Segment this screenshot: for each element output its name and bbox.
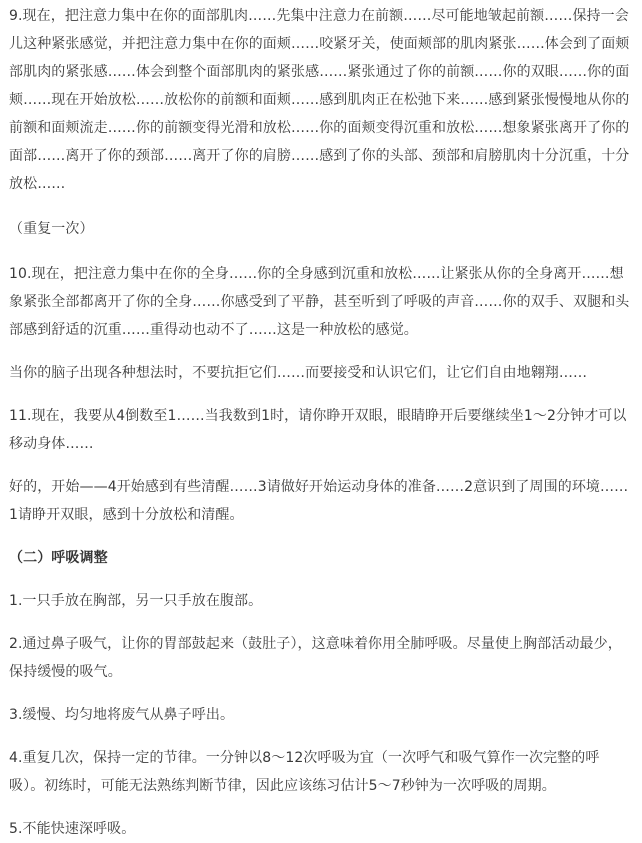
step-9-paragraph: 9.现在，把注意力集中在你的面部肌肉……先集中注意力在前额……尽可能地皱起前额……保持一会儿这种紧张感觉，并把注意力集中在你的面颊……咬紧牙关，使面颊部的肌肉紧张……体会到了面颊部肌肉的紧张感……体会到整个面部肌肉的紧张感……紧张通过了你的前额……你的双眼……你的面颊……现在开始放松……放松你的前额和面颊……感到肌肉正在松弛下来……感到紧张慢慢地从你的前额和面颊流走……你的前额变得光滑和放松……你的面颊变得沉重和放松……想象紧张离开了你的面部……离开了你的颈部……离开了你的肩膀……感到了你的头部、颈部和肩膀肌肉十分沉重，十分放松…… (9, 8, 630, 192)
breathing-step-4: 4.重复几次，保持一定的节律。一分钟以8～12次呼吸为宜（一次呼气和吸气算作一次完整的呼吸）。初练时，可能无法熟练判断节律，因此应该练习估计5～7秒钟为一次呼吸的周期。 (9, 750, 600, 794)
breathing-step-3: 3.缓慢、均匀地将废气从鼻子呼出。 (9, 707, 235, 723)
section-title: （二）呼吸调整 (9, 550, 108, 566)
thoughts-paragraph: 当你的脑子出现各种想法时，不要抗拒它们……而要接受和认识它们，让它们自由地翱翔…… (9, 365, 588, 381)
repeat-note: （重复一次） (9, 221, 94, 237)
breathing-step-2: 2.通过鼻子吸气，让你的胃部鼓起来（鼓肚子），这意味着你用全肺呼吸。尽量使上胸部活动最少，保持缓慢的吸气。 (9, 636, 622, 680)
step-10-paragraph: 10.现在，把注意力集中在你的全身……你的全身感到沉重和放松……让紧张从你的全身离开……想象紧张全部都离开了你的全身……你感受到了平静，甚至听到了呼吸的声音……你的双手、双腿和头部感到舒适的沉重……重得动也动不了……这是一种放松的感觉。 (9, 266, 630, 338)
breathing-step-1: 1.一只手放在胸部，另一只手放在腹部。 (9, 593, 263, 609)
countdown-paragraph: 好的，开始——4开始感到有些清醒……3请做好开始运动身体的准备……2意识到了周围的环境……1请睁开双眼，感到十分放松和清醒。 (9, 479, 629, 523)
step-11-paragraph: 11.现在，我要从4倒数至1……当我数到1时，请你睁开双眼，眼睛睁开后要继续坐1～2分钟才可以移动身体…… (9, 408, 627, 452)
breathing-step-5: 5.不能快速深呼吸。 (9, 821, 136, 837)
